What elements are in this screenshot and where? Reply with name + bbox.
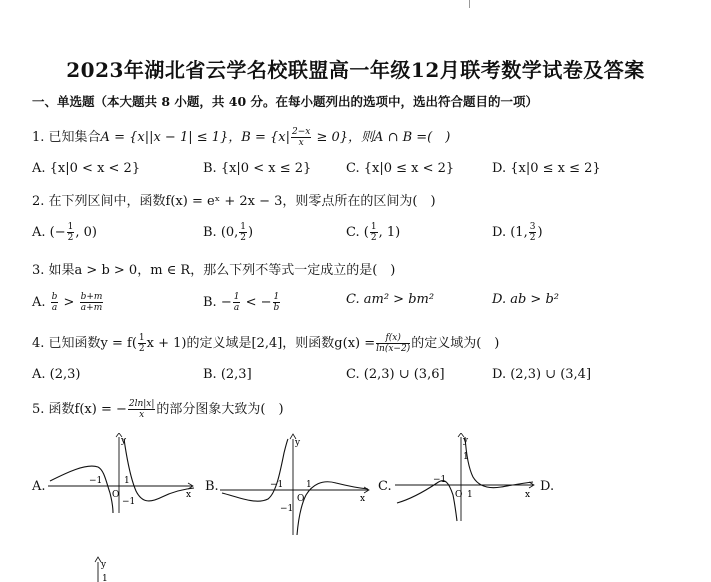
q3b-frac1 [233, 292, 241, 313]
graph-b-neg-one-y: −1 [280, 504, 294, 514]
graph-d-y-label: y [101, 560, 107, 570]
q3b-frac2 [273, 292, 281, 313]
q2b-den: 2 [240, 233, 247, 243]
q3a-mid: > [59, 295, 79, 310]
q2b-post: ) [248, 225, 254, 240]
q3b-f1-den: a [233, 303, 240, 313]
q2-option-c[interactable] [346, 222, 400, 243]
q4-f2-num: f(x) [376, 333, 410, 344]
graph-a-x-label: x [186, 490, 192, 500]
q3a-frac2 [80, 292, 104, 313]
graph-b[interactable] [218, 433, 373, 538]
graph-d-one-y: 1 [102, 574, 108, 582]
question-1-stem [32, 126, 450, 148]
section-heading: 一、单选题（本大题共 8 小题，共 40 分。在每小题列出的选项中，选出符合题目的一项） [32, 94, 539, 109]
graph-c-one-x: 1 [467, 490, 473, 500]
graph-a-y-label: y [121, 436, 127, 446]
q3a-f1-den: a [51, 303, 58, 313]
q1-option-d[interactable]: D. {x|0 ≤ x ≤ 2} [492, 161, 601, 176]
graph-b-x-label: x [360, 494, 366, 504]
graph-a[interactable] [46, 433, 198, 515]
q5-pre: 5. 函数f(x) = − [32, 402, 127, 417]
q4-frac1 [138, 333, 146, 354]
graph-label-a[interactable]: A. [32, 479, 46, 494]
q2d-den: 2 [529, 233, 536, 243]
q1-frac-num: 2−x [292, 127, 311, 137]
graph-a-curve-left [50, 466, 113, 513]
q4-f1-den: 2 [138, 344, 145, 354]
q4-f1-num: 1 [138, 333, 145, 343]
graph-c[interactable] [393, 433, 541, 523]
q3b-f2-den: b [273, 303, 280, 313]
graph-c-x-label: x [525, 490, 531, 500]
q3a-f2-den: a+m [80, 303, 103, 313]
q3a-f1-num: b [51, 292, 58, 302]
question-5-stem [32, 398, 284, 420]
graph-c-neg-one-x: −1 [433, 475, 447, 485]
graph-c-y-label: y [463, 436, 469, 446]
q2c-den: 2 [370, 233, 377, 243]
top-mark [469, 0, 470, 8]
graph-b-neg-one-x: −1 [270, 480, 284, 490]
q5-den: x [139, 410, 145, 420]
q2-option-a[interactable] [32, 222, 97, 243]
graph-label-d[interactable]: D. [540, 479, 555, 494]
q1-option-a[interactable]: A. {x|0 < x < 2} [32, 161, 141, 176]
q2c-post: , 1) [378, 225, 401, 240]
graph-b-y-label: y [295, 438, 301, 448]
q1-prefix: 1. 已知集合 [32, 130, 101, 145]
q2c-num: 1 [370, 222, 377, 232]
q2c-frac [370, 222, 378, 243]
q4-option-a[interactable]: A. (2,3) [32, 367, 81, 382]
q3a-frac1 [51, 292, 59, 313]
q2d-frac [529, 222, 537, 243]
q1-option-b[interactable]: B. {x|0 < x ≤ 2} [203, 161, 312, 176]
graph-label-c[interactable]: C. [378, 479, 392, 494]
q2a-pre: A. (− [32, 225, 66, 240]
graph-label-b[interactable]: B. [205, 479, 219, 494]
q1-fraction [291, 127, 311, 148]
q1-option-c[interactable]: C. {x|0 ≤ x < 2} [346, 161, 455, 176]
q3-option-b[interactable] [203, 292, 281, 313]
q3-option-a[interactable] [32, 292, 104, 313]
graph-d-partial [84, 556, 114, 582]
q2b-num: 1 [240, 222, 247, 232]
q4-option-b[interactable]: B. (2,3] [203, 367, 252, 382]
graph-b-curve-left [222, 439, 288, 501]
q2-option-b[interactable] [203, 222, 253, 243]
graph-a-one-x: 1 [124, 476, 130, 486]
q4-pre: 4. 已知函数y = f( [32, 336, 137, 351]
q2-option-d[interactable] [492, 222, 543, 243]
q2b-pre: B. (0, [203, 225, 239, 240]
q3b-f1-num: 1 [233, 292, 240, 302]
q1-suffix: ≥ 0}，则A ∩ B =( ) [312, 130, 451, 145]
page-title: 2023年湖北省云学名校联盟高一年级12月联考数学试卷及答案 [66, 58, 645, 82]
q2a-post: , 0) [75, 225, 97, 240]
q5-num: 2ln|x| [128, 399, 155, 409]
question-4-stem [32, 332, 499, 354]
q2d-pre: D. (1, [492, 225, 528, 240]
q4-option-d[interactable]: D. (2,3) ∪ (3,4] [492, 367, 592, 382]
q2c-pre: C. ( [346, 225, 369, 240]
graph-a-neg-one-y: −1 [122, 497, 136, 507]
q4-post: 的定义域为( ) [411, 336, 500, 351]
q2a-num: 1 [67, 222, 74, 232]
q3b-f2-num: 1 [273, 292, 280, 302]
graph-b-origin: O [297, 494, 305, 504]
graph-c-curve-right [465, 437, 533, 488]
q4-frac2 [376, 333, 410, 354]
graph-a-origin: O [112, 490, 120, 500]
graph-c-curve-left [397, 481, 457, 521]
q4-f2-den: ln(x−2) [376, 344, 411, 354]
q2d-num: 3 [529, 222, 536, 232]
q3-option-d[interactable]: D. ab > b² [492, 292, 559, 307]
q3a-pre: A. [32, 295, 50, 310]
graph-b-one-x: 1 [306, 480, 312, 490]
q2d-post: ) [537, 225, 543, 240]
q2a-frac [67, 222, 75, 243]
q3b-mid: < − [241, 295, 272, 310]
graph-c-one-y: 1 [463, 452, 469, 462]
q3b-pre: B. − [203, 295, 232, 310]
q2a-den: 2 [67, 233, 74, 243]
question-2-stem: 2. 在下列区间中，函数f(x) = eˣ + 2x − 3，则零点所在的区间为( ) [32, 194, 436, 209]
q5-post: 的部分图象大致为( ) [156, 402, 284, 417]
q3a-f2-num: b+m [80, 292, 103, 302]
q4-mid: x + 1)的定义域是[2,4]，则函数g(x) = [146, 336, 376, 351]
q3-option-c[interactable]: C. am² > bm² [346, 292, 435, 307]
q5-frac [128, 399, 156, 420]
graph-a-curve-right [124, 439, 194, 501]
q4-option-c[interactable]: C. (2,3) ∪ (3,6] [346, 367, 445, 382]
q1-set-a: A = {x||x − 1| ≤ 1}，B = {x| [100, 130, 290, 145]
q1-frac-den: x [298, 138, 304, 148]
graph-a-neg-one-x: −1 [89, 476, 103, 486]
question-3-stem: 3. 如果a > b > 0，m ∈ R，那么下列不等式一定成立的是( ) [32, 263, 396, 278]
q2b-frac [239, 222, 247, 243]
graph-c-origin: O [455, 490, 463, 500]
